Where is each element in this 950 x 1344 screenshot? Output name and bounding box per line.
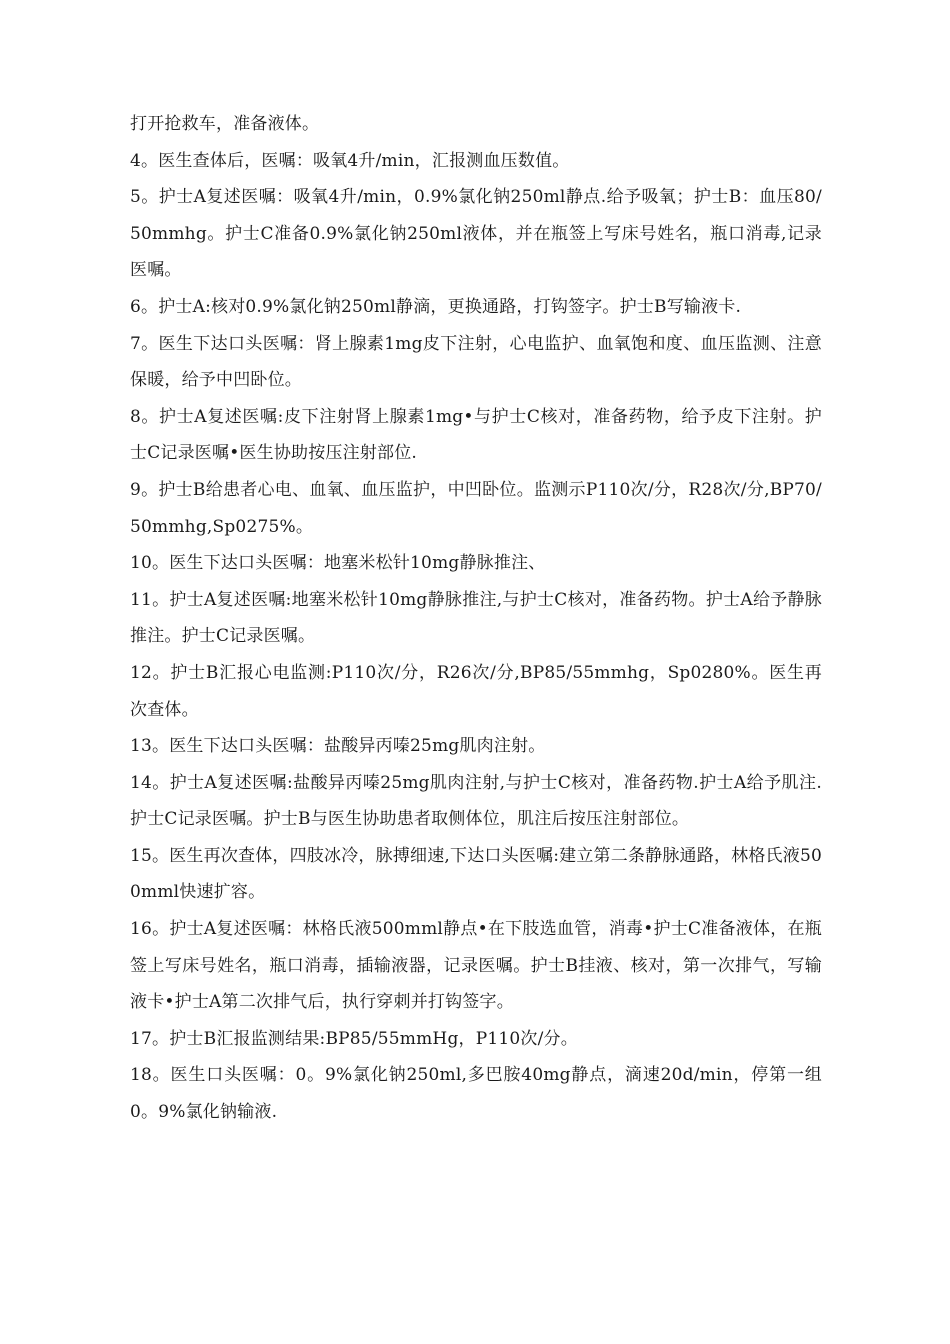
paragraph-step-4: 4。医生查体后，医嘱：吸氧4升/min，汇报测血压数值。 (130, 150, 570, 171)
paragraph-step-14: 14。护士A复述医嘱:盐酸异丙嗪25mg肌肉注射,与护士C核对，准备药物.护士A给予肌注.护士C记录医嘱。护士B与医生协助患者取侧体位，肌注后按压注射部位。 (130, 772, 822, 830)
paragraph-step-18: 18。医生口头医嘱：0。9%氯化钠250ml,多巴胺40mg静点，滴速20d/min，停第一组0。9%氯化钠输液. (130, 1065, 822, 1123)
paragraph-step-9: 9。护士B给患者心电、血氧、血压监护，中凹卧位。监测示P110次/分，R28次/分,BP70/50mmhg,Sp0275%。 (130, 479, 822, 537)
document-body (130, 106, 822, 1131)
paragraph-step-16: 16。护士A复述医嘱：林格氏液500mml静点•在下肢选血管，消毒•护士C准备液体，在瓶签上写床号姓名，瓶口消毒，插输液器，记录医嘱。护士B挂液、核对，第一次排气，写输液卡•护士A第二次排气后，执行穿刺并打钩签字。 (130, 919, 822, 1013)
paragraph-step-11: 11。护士A复述医嘱:地塞米松针10mg静脉推注,与护士C核对，准备药物。护士A给予静脉推注。护士C记录医嘱。 (130, 589, 822, 647)
paragraph-rescue-cart: 打开抢救车，准备液体。 (130, 114, 320, 134)
paragraph-step-8: 8。护士A复述医嘱:皮下注射肾上腺素1mg•与护士C核对，准备药物，给予皮下注射。护士C记录医嘱•医生协助按压注射部位. (130, 406, 822, 464)
paragraph-step-7: 7。医生下达口头医嘱：肾上腺素1mg皮下注射，心电监护、血氧饱和度、血压监测、注意保暖，给予中凹卧位。 (130, 333, 822, 391)
paragraph-step-12: 12。护士B汇报心电监测:P110次/分，R26次/分,BP85/55mmhg，Sp0280%。医生再次查体。 (130, 662, 822, 720)
paragraph-step-13: 13。医生下达口头医嘱：盐酸异丙嗪25mg肌肉注射。 (130, 736, 546, 757)
paragraph-step-10: 10。医生下达口头医嘱：地塞米松针10mg静脉推注、 (130, 553, 546, 574)
paragraph-step-6: 6。护士A:核对0.9%氯化钠250ml静滴，更换通路，打钩签字。护士B写输液卡. (130, 296, 742, 317)
paragraph-step-5: 5。护士A复述医嘱：吸氧4升/min，0.9%氯化钠250ml静点.给予吸氧；护士B：血压80/50mmhg。护士C准备0.9%氯化钠250ml液体，并在瓶签上写床号姓名，瓶口消毒,记录医嘱。 (130, 187, 822, 281)
paragraph-step-15: 15。医生再次查体，四肢冰冷，脉搏细速,下达口头医嘱:建立第二条静脉通路，林格氏液500mml快速扩容。 (130, 845, 822, 903)
paragraph-step-17: 17。护士B汇报监测结果:BP85/55mmHg，P110次/分。 (130, 1028, 578, 1049)
